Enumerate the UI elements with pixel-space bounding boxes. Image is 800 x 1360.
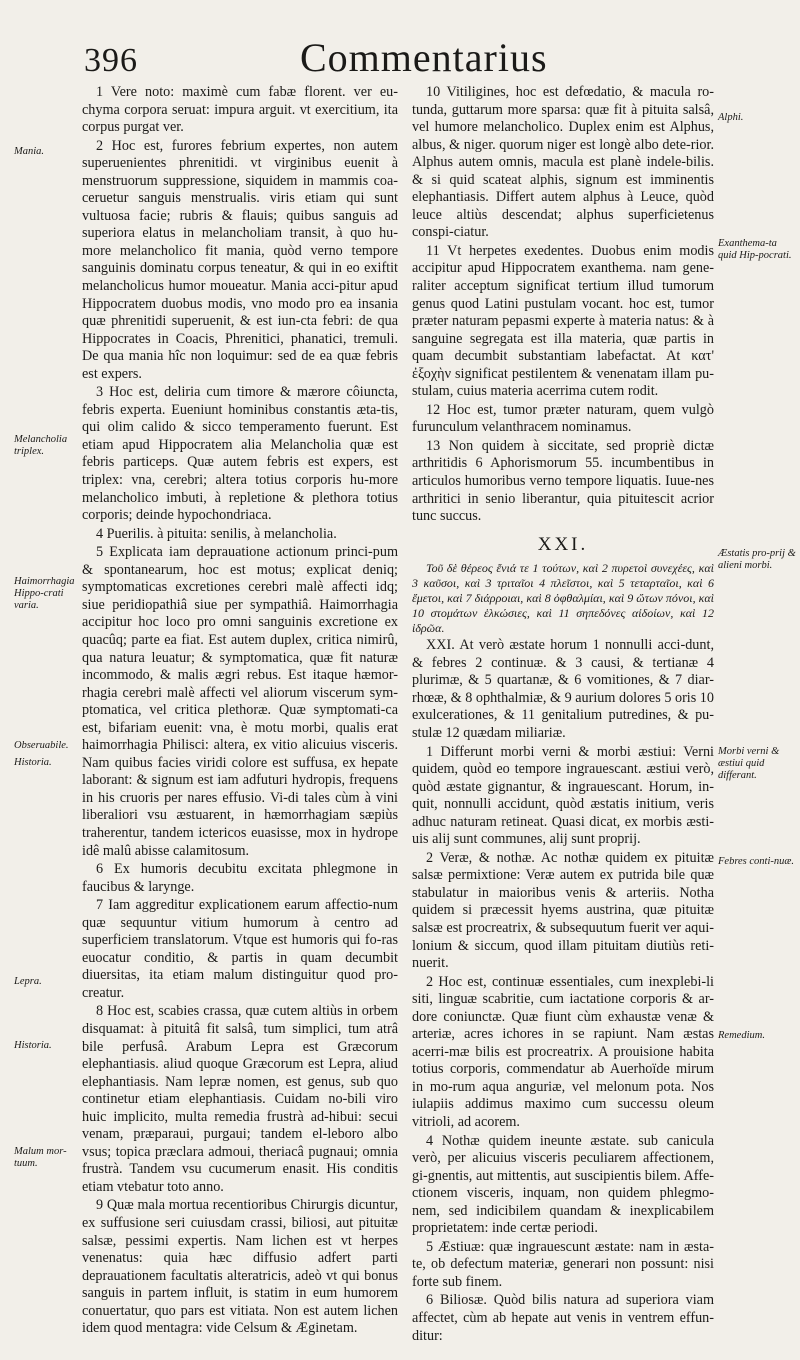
- paragraph: 10 Vitiligines, hoc est defœdatio, & macula ro-tunda, guttarum more sparsa: quæ fit à pituita salsâ, vel humore melancholico. Duplex enim est Alphus, albus, & niger. quorum niger est longè albo dete-rior. Alphus autem omnis, macula est planè indele-bilis. & si quid scateat alphis, signum est imminentis elephantiasis. Differt autem alphus à Leuce, quòd leuce altiùs descendat; alphus superficietenus conspi-ciatur.: [412, 84, 714, 241]
- margin-note-morbi-verni: Morbi verni & æstiui quid differant.: [718, 746, 780, 781]
- paragraph: 1 Differunt morbi verni & morbi æstiui: Verni quidem, quòd eo tempore ingrauescant. æstiui verò, quòd æstate gignantur, & ingrauescant. Horum, in-quit, nonnulli accidunt, quòd æstatis initium, veris adhuc naturam retineat. Quasi dicat, ex morbis æsti-uis alij sunt communes, alij sunt proprij.: [412, 743, 714, 848]
- paragraph: 5 Æstiuæ: quæ ingrauescunt æstate: nam in æsta-te, ob defectum materiæ, generari non possunt: nisi forte sub finem.: [412, 1238, 714, 1290]
- section-heading: XXI.: [537, 533, 589, 555]
- greek-text: Τοῦ δὲ θέρεος ἔνιά τε 1 τούτων, καὶ 2 πυρετοὶ συνεχέες, καὶ 3 καῦσοι, καὶ 3 τριταῖοι 4 πλεῖστοι, καὶ 5 τεταρταῖοι, καὶ 6 ἔμετοι, καὶ 7 διάρροιαι, καὶ 8 ὀφθαλμίαι, καὶ 9 ὤτων πόνοι, καὶ 10 στομάτων ἑλκώσιες, καὶ 11 σηπεδόνες αἰδοίων, καὶ 12 ἱδρῶα.: [412, 561, 714, 636]
- margin-note-malum: Malum mor-tuum.: [14, 1146, 67, 1169]
- paragraph: 5 Explicata iam deprauatione actionum princi-pum & spontanearum, hoc est motus; explicat deniq; symptomaticas excretiones cerebri malè affecti idq; siue peridiopathiâ siue per sympathiâ. Haimorrhagia accipitur hoc loco pro omni sanguinis excretione ex quacûq; parte ea fiat. Est autem duplex, critica nimirû, qua natura leuatur; & symptomatica, quæ fit naturæ incommodo, & malis ægri rebus. Est itaque hæmor-rhagia cerebri malè affecti vel aliorum viscerum sym-ptomatica, vel critica plethoræ. Quæ symptomati-ca est, bifariam euenit: vna, è motu morbi, qualis erat haimorrhagia Philisci: altera, ex vitio alicuius visceris. Nam quibus facies viridi colore est suffusa, ex hepate laborant: & signum est iam adfuturi hydropis, frequens in his cruoris per nares effusio. Vi-di tales cùm à vini liberaliori vsu æstuarent, in hæmorrhagiam sæpiùs traherentur, tandem ictericos euasisse, mox in hydrope idê malû abisse calamitosum.: [82, 544, 398, 859]
- right-column: [412, 84, 714, 1346]
- paragraph: 9 Quæ mala mortua recentioribus Chirurgis dicuntur, ex suffusione seri cuiusdam crassi, biliosi, aut pituitæ salsæ, pessimi expertis. Nam lichen est vt herpes venenatus: quia hæc diffusio adfert parti deprauationem facultatis alteratricis, adeò vt qui bonus sanguis in partem influit, is statim in eum humorem conuertatur, quo pars est vitiata. Non est autem lichen idem quod mentagra: vide Celsum & Æginetam.: [82, 1197, 398, 1337]
- page-number: 396: [84, 42, 138, 79]
- paragraph: 1 Vere noto: maximè cum fabæ florent. ver eu-chyma corpora seruat: impura arguit. vt exercitium, ita corpus purgat ver.: [82, 84, 398, 136]
- paragraph: 2 Hoc est, continuæ essentiales, cum inexplebi-li siti, linguæ scabritie, cum iactatione corporis & ar-dore coniunctæ. Quæ fiunt cùm exhaustæ venæ & arteriæ, acres ichores in se rapiunt. Nam æstas acerri-mæ bilis est procreatrix. A prouisione habita totius corporis, commendatur ab Auerhoïde mirum in mo-rum aqua anguriæ, vel melonum pota. Nos iulapiis addimus maximo cum successu oleum vitrioli, ad acorem.: [412, 973, 714, 1130]
- paragraph: 6 Biliosæ. Quòd bilis natura ad superiora viam affectet, cùm ab hepate aut venis in ventrem effun-ditur:: [412, 1292, 714, 1344]
- paragraph: 3 Hoc est, deliria cum timore & mærore côiuncta, febris experta. Eueniunt hominibus constantis æta-tis, qui olim calido & sicco temperamento fuerunt. Est etiam apud Hippocratem alia Melancholia quæ est febris particeps. Quæ autem febris est expers, est triplex: vna, cerebri; altera totius corporis hu-more melancholico imbuti, à repletione & plethora totius corporis; deinde hypochondriaca.: [82, 384, 398, 524]
- paragraph: 2 Veræ, & nothæ. Ac nothæ quidem ex pituitæ salsæ permixtione: Veræ autem ex putrida bile quæ stabulatur in maioribus venis & arteriis. Notha quidem si præcessit hyems austrina, quæ pituitæ salsæ est procreatrix, & subsequutum fuerit ver aqui-lonium & siccum, quod illam pituitam diutiùs reti-nuerit.: [412, 849, 714, 972]
- margin-note-lepra: Lepra.: [14, 976, 42, 987]
- margin-note-historia: Historia.: [14, 757, 52, 768]
- paragraph: 13 Non quidem à siccitate, sed propriè dictæ arthritidis 6 Aphorismorum 55. incumbentibus in articulos humoribus verno tempore liquatis. Iuue-nes arthritici in senio liberantur, quia pituitescit acrior tunc succus.: [412, 437, 714, 525]
- paragraph: 4 Puerilis. à pituita: senilis, à melancholia.: [96, 525, 337, 542]
- paragraph: 8 Hoc est, scabies crassa, quæ cutem altiùs in orbem disquamat: à pituitâ fit salsâ, tum simplici, tum atrâ bile perfusâ. Arabum Lepra est Græcorum elephantiasis. aliud quoque Græcorum est Lepra, aliud elephantiasis. Nam lepræ nomen, est genus, sub quo continetur etiam elephantiasis. Cuidam no-bili viro huic implicito, multa remedia frustrà ad-hibui: secui venam, præparaui, purgaui; tandem el-leboro albo vsus; topica præclara admoui, theriacâ pugnaui; omnia frustrà. Tandem vsu cucumerum enasit. His conditis etiam vtebatur toto anno.: [82, 1003, 398, 1195]
- margin-note-haimorrhagia: Haimorrhagia Hippo-crati varia.: [14, 576, 75, 611]
- margin-note-febres: Febres conti-nuæ.: [718, 856, 795, 867]
- margin-note-alphi: Alphi.: [718, 112, 744, 123]
- paragraph: 2 Hoc est, furores febrium expertes, non autem superuenientes phrenitidi. vt virginibus euenit à menstruorum suppressione, siquidem in mammis coa-ceruetur sanguis menstrualis. viris etiam qui sunt vultuosa facie; rubris & flauis; quibus sanguis ad superiora elatus in melancholiam transit, à quo hu-more melancholico fit mania, quòd verno tempore sanguinis dominatu corpus teneatur, & qui in eo exiftit melancholicus humor moueatur. Mania acci-pitur apud Hippocratem duobus modis, vno modo pro ea insania quæ phrenitidi superuenit, & est iun-cta febri: de qua Hippocrates in Coacis, Phrenitici, phanatici, tremuli. De qua mania hîc non loquimur: sed de ea quæ febris est expers.: [82, 137, 398, 382]
- paragraph: 4 Nothæ quidem ineunte æstate. sub canicula verò, per alicuius visceris peculiarem affectionem, gi-gnentis, aut mittentis, aut suscipientis bilem. Affe-ctionem visceris, inquam, non quidem phlegmo-nem, sed indicibilem quandam & inexplicabilem proprietatem: inde certæ periodi.: [412, 1132, 714, 1237]
- running-head: Commentarius: [300, 35, 548, 80]
- margin-note-remedium: Remedium.: [718, 1030, 765, 1041]
- paragraph: 11 Vt herpetes exedentes. Duobus enim modis accipitur apud Hippocratem exanthema. nam gene-raliter acceptum significat tertium illud tumorum genus quod Latini pustulam vocant. hoc est, tumor præter naturam pepasmi experte à materia natus: & à sanguine segregata est illa materia, quæ partis in quam decumbit substantiam labefactat. At κατ' ἐξοχὴν significat pestilentem & venenatam illam pu-stulam, cuius materia acerrima cutem rodit.: [412, 242, 714, 400]
- paragraph: 12 Hoc est, tumor præter naturam, quem vulgò furunculum velanthracem nominamus.: [412, 401, 714, 436]
- margin-note-mania: Mania.: [14, 146, 45, 157]
- margin-note-aestatis: Æstatis pro-prij & alieni morbi.: [718, 548, 796, 571]
- margin-note-observabile: Obseruabile.: [14, 740, 69, 751]
- margin-note-melancholia: Melancholia triplex.: [14, 434, 68, 457]
- paragraph: 6 Ex humoris decubitu excitata phlegmone in faucibus & larynge.: [82, 861, 398, 895]
- left-column: [82, 84, 398, 1339]
- margin-note-historia: Historia.: [14, 1040, 52, 1051]
- latin-text: XXI. At verò æstate horum 1 nonnulli acci-dunt, & febres 2 continuæ. & 3 causi, & tertianæ 4 plurimæ, & 5 quartanæ, & 6 vomitiones, & 7 diar-rhœæ, & 8 ophthalmiæ, & 9 aurium dolores 5 oris 10 exulcerationes, & 11 genitalium putredines, & pu-stulæ 12 quædam miliariæ.: [412, 637, 714, 741]
- paragraph: 7 Iam aggreditur explicationem earum affectio-num quæ sequuntur vitium humorum à centro ad superficiem translatorum. Vtque est humoris qui fo-ras euocatur conditio, & partis in quam decumbit diuersitas, ita etiam malum distinguitur quod pro-creatur.: [82, 897, 398, 1001]
- margin-note-exanthema: Exanthema-ta quid Hip-pocrati.: [718, 238, 792, 261]
